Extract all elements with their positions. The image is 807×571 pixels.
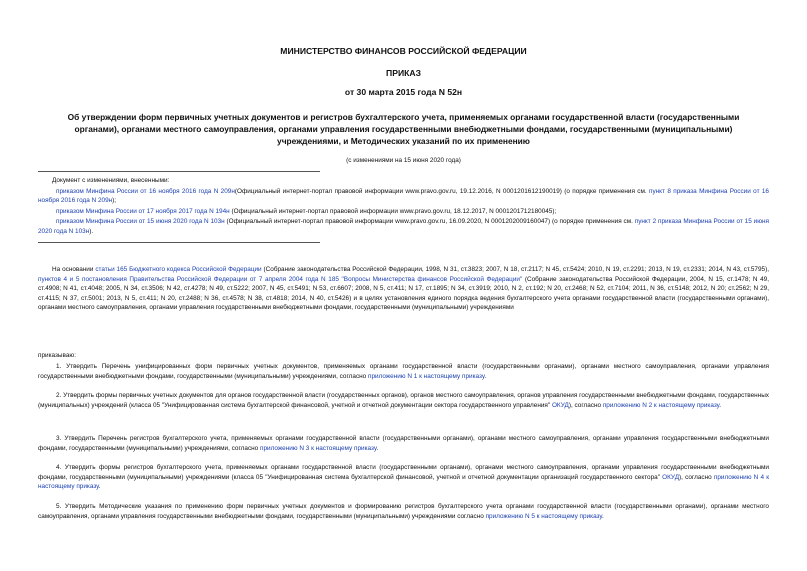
point-text: 2. Утвердить формы первичных учетных документов для органов государственной власти (государственных органов), органов местного самоуправления, органов управления государственными внебюджетными фондами, государственных (муниципальных) учреждений (класса 05 "Унифицированная система бухгалтерской финансовой, учетной и отчетной документации сектора государственного управления" <box>38 392 769 409</box>
order-point-1 <box>38 362 769 381</box>
point-tail: . <box>376 444 379 452</box>
amendment-application-link[interactable]: пункт 2 приказа Минфина России от 15 июня 2020 года N 103н <box>38 218 769 235</box>
basis-text: (Собрание законодательства Российской Федерации, 2004, N 15, ст.1478; N 49, ст.4908; N 41, ст.4048; 2005, N 34, ст.3506; N 42, ст.4278; N 49, ст.5222; 2007, N 45, ст.5491; N 53, ст.6607; 2008, N 5, ст.411; N 17, ст.1895; N 34, ст.3919; 2010, N 2, ст.192; N 20, ст.2468; N 52, ст.7104; 2011, N 36, ст.5148; 2012, N 20; ст.2562; N 29, ст.4115; N 37, ст.5001; 2013, N 5, ст.411; N 20, ст.2488; N 36, ст.4578; N 38, ст.4818; 2014, N 40, ст.5426) и в целях установления единого порядка ведения бухгалтерского учета органами государственной власти (государственными органами), органами местного самоуправления, органами управления государственными внебюджетными фондами, государственными (муниципальными) учреждениями <box>38 275 769 312</box>
point-tail: . <box>98 483 101 491</box>
amendments-divider-top <box>38 171 320 172</box>
amendments-divider-bottom <box>38 242 320 243</box>
order-point-2 <box>38 391 769 410</box>
orders-label: приказываю: <box>38 352 76 359</box>
point-text: 3. Утвердить Перечень регистров бухгалтерского учета, применяемых органами государственной власти (государственными органами), органами местного самоуправления, органами управления государственными внебюджетными фондами, государственными (муниципальными) учреждениями, согласно <box>38 435 769 452</box>
basis-text: (Собрание законодательства Российской Федерации, 1998, N 31, ст.3823; 2007, N 18, ст.2117; N 45, ст.5424; 2010, N 19, ст.2291; 2013, N 19, ст.2331; 2014, N 43, ст.5795), <box>261 266 769 273</box>
amendment-item <box>38 217 769 236</box>
amendment-tail: ). <box>89 227 94 235</box>
order-point-4 <box>38 463 769 492</box>
document-date-number: от 30 марта 2015 года N 52н <box>344 87 463 97</box>
document-title: Об утверждении форм первичных учетных документов и регистров бухгалтерского учета, применяемых органами государственной власти (государственными органами), органами местного самоуправления, органами управления государственными внебюджетными фондами, государственными (муниципальными) учреждениями, и Методических указаний по их применению <box>67 112 740 146</box>
budget-code-link[interactable]: статьи 165 Бюджетного кодекса Российской Федерации <box>95 266 262 273</box>
appendix-1-link[interactable]: приложению N 1 к настоящему приказу <box>368 372 485 380</box>
appendix-4-link[interactable]: приложению N 4 к настоящему приказу <box>38 473 770 491</box>
ministry-name: МИНИСТЕРСТВО ФИНАНСОВ РОССИЙСКОЙ ФЕДЕРАЦИИ <box>280 46 527 56</box>
amendment-link[interactable]: приказом Минфина России от 16 ноября 2016 года N 209н <box>56 187 235 195</box>
amendment-link[interactable]: приказом Минфина России от 15 июня 2020 года N 103н <box>56 218 225 226</box>
amendment-application-link[interactable]: пункт 8 приказа Минфина России от 16 ноября 2016 года N 209н <box>38 187 769 205</box>
point-text: 5. Утвердить Методические указания по применению форм первичных учетных документов и формированию регистров бухгалтерского учета органами государственной власти (государственными органами), органами местного самоуправления, органами управления государственными внебюджетными фондами, государственными (муниципальными) учреждениями согласно <box>38 503 769 520</box>
amendment-text: (Официальный интернет-портал правовой информации www.pravo.gov.ru, 19.12.2016, N 0001201612190019) (о порядке применения см. <box>234 187 649 195</box>
point-tail: . <box>719 401 722 409</box>
amendment-text: (Официальный интернет-портал правовой информации www.pravo.gov.ru, 18.12.2017, N 0001201712180045); <box>229 207 557 215</box>
point-text: 4. Утвердить формы регистров бухгалтерского учета, применяемых органами государственной власти (государственными органами), органами местного самоуправления, органами управления государственными внебюджетными фондами, государственными (муниципальными) учреждениями (класса 05 "Унифицированная система бухгалтерской финансовой, учетной и отчетной документации организаций государственного сектора" <box>38 464 769 481</box>
document-type: ПРИКАЗ <box>386 68 421 78</box>
changes-note: (с изменениями на 15 июня 2020 года) <box>346 157 461 164</box>
okud-link[interactable]: ОКУД <box>662 473 680 481</box>
order-point-5 <box>38 502 769 521</box>
appendix-3-link[interactable]: приложению N 3 к настоящему приказу <box>260 444 377 452</box>
amendment-item <box>38 187 769 206</box>
appendix-5-link[interactable]: приложению N 5 к настоящему приказу <box>485 512 602 520</box>
point-text: 1. Утвердить Перечень унифицированных форм первичных учетных документов, применяемых органами государственной власти (государственными органами), органами местного самоуправления, органами управления государственными внебюджетными фондами, государственными (муниципальными) учреждениями, согласно <box>38 363 769 380</box>
order-point-3 <box>38 434 769 453</box>
appendix-2-link[interactable]: приложению N 2 к настоящему приказу <box>602 401 720 409</box>
basis-lead: На основании <box>52 266 96 273</box>
amendments-intro: Документ с изменениями, внесенными: <box>52 177 170 184</box>
government-decree-link[interactable]: пунктов 4 и 5 постановления Правительства Российской Федерации от 7 апреля 2004 года N 185 "Вопросы Министерства финансов Российской Федерации" <box>38 275 523 283</box>
point-text: ), согласно <box>679 473 714 481</box>
okud-link[interactable]: ОКУД <box>551 401 569 409</box>
point-tail: . <box>601 512 604 520</box>
amendment-tail: ); <box>112 197 117 205</box>
amendment-text: (Официальный интернет-портал правовой информации www.pravo.gov.ru, 16.09.2020, N 0001202009160047) (о порядке применения см. <box>224 218 635 226</box>
amendment-item <box>38 207 769 217</box>
legal-basis-paragraph <box>38 265 769 313</box>
amendment-link[interactable]: приказом Минфина России от 17 ноября 2017 года N 194н <box>56 207 230 215</box>
point-text: ), согласно <box>568 401 603 409</box>
point-tail: . <box>484 372 487 380</box>
amendments-block <box>38 176 769 237</box>
